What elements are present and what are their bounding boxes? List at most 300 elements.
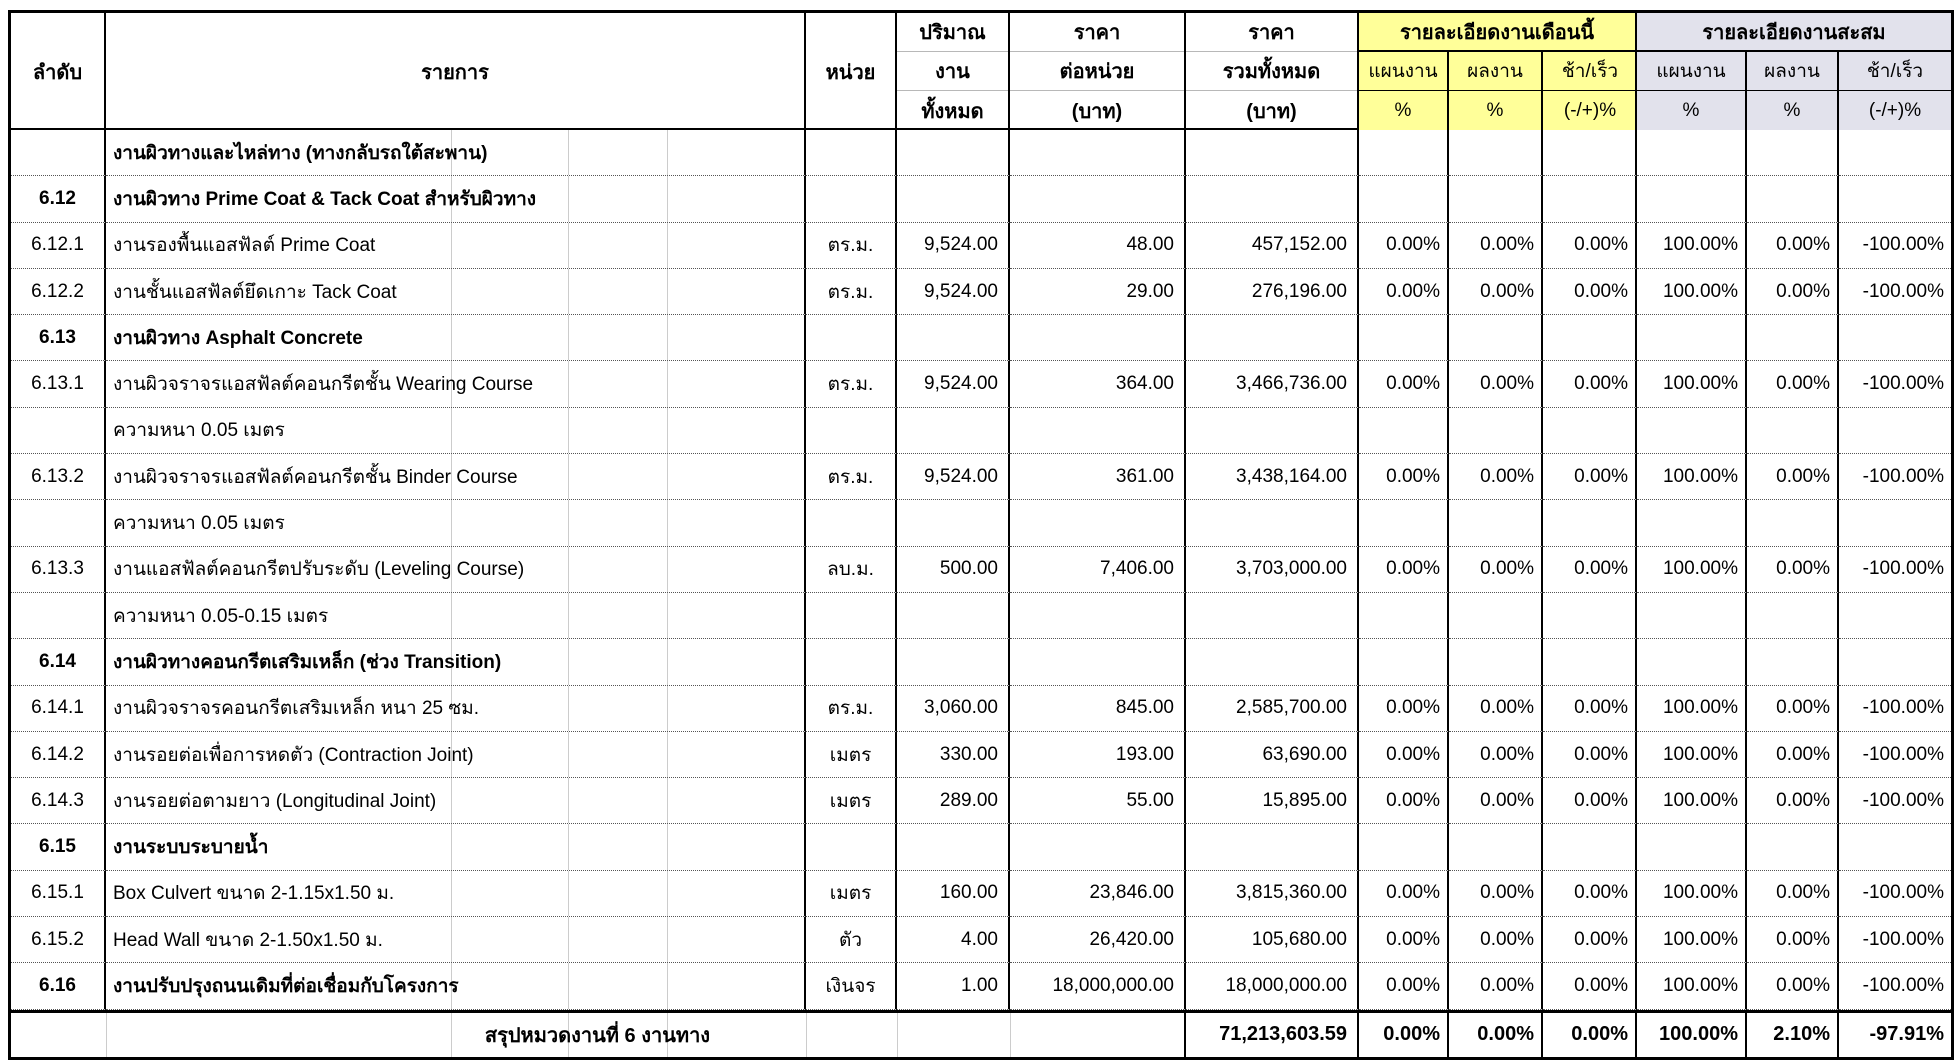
cell-month-actual: 0.00% — [1449, 547, 1543, 593]
header-qty-line2: งาน — [897, 52, 1008, 91]
cell-no: 6.13.2 — [11, 454, 106, 500]
header-unit-price-line1: ราคา — [1010, 13, 1184, 52]
header-total-price-line1: ราคา — [1186, 13, 1357, 52]
cell-cumulative-diff — [1839, 315, 1951, 361]
header-no: ลำดับ — [11, 13, 106, 130]
header-cumulative-plan-label: แผนงาน — [1637, 52, 1745, 91]
cell-unit: ตร.ม. — [806, 223, 897, 269]
cell-unit-price: 193.00 — [1010, 732, 1186, 778]
header-cumulative-actual-unit: % — [1783, 99, 1801, 121]
cell-cumulative-actual — [1747, 176, 1839, 222]
cell-cumulative-diff — [1839, 176, 1951, 222]
cell-total-price — [1186, 593, 1359, 639]
cell-cumulative-diff — [1839, 593, 1951, 639]
cell-item-text: ความหนา 0.05 เมตร — [113, 513, 285, 535]
cell-cumulative-actual: 0.00% — [1747, 917, 1839, 963]
cell-month-diff — [1543, 500, 1637, 546]
cell-cumulative-diff — [1839, 639, 1951, 685]
table-row — [11, 686, 1951, 732]
header-cumulative-diff-label: ช้า/เร็ว — [1839, 52, 1951, 91]
cell-total-price: 2,585,700.00 — [1186, 686, 1359, 732]
header-month-plan — [1359, 52, 1449, 130]
cell-cumulative-plan — [1637, 408, 1747, 454]
cell-item-text: งานรองพื้นแอสฟัลต์ Prime Coat — [113, 235, 376, 257]
cell-cumulative-plan: 100.00% — [1637, 269, 1747, 315]
cell-month-actual — [1449, 130, 1543, 176]
cell-quantity — [897, 176, 1010, 222]
table-header — [11, 13, 1951, 130]
cell-unit-price — [1010, 639, 1186, 685]
cell-no: 6.15 — [11, 824, 106, 870]
cell-cumulative-actual — [1747, 593, 1839, 639]
cell-unit — [806, 176, 897, 222]
cell-month-diff: 0.00% — [1543, 223, 1637, 269]
cell-month-plan: 0.00% — [1359, 963, 1449, 1009]
cell-cumulative-plan: 100.00% — [1637, 686, 1747, 732]
cell-total-price: 3,466,736.00 — [1186, 361, 1359, 407]
summary-label — [11, 1013, 1186, 1057]
cell-unit: ตร.ม. — [806, 269, 897, 315]
cell-month-diff: 0.00% — [1543, 871, 1637, 917]
cell-month-actual — [1449, 315, 1543, 361]
cell-no: 6.14 — [11, 639, 106, 685]
cell-cumulative-plan: 100.00% — [1637, 547, 1747, 593]
cell-no: 6.12 — [11, 176, 106, 222]
header-month-group — [1359, 13, 1637, 130]
cell-item — [106, 176, 806, 222]
cell-month-actual: 0.00% — [1449, 686, 1543, 732]
header-month-actual — [1449, 52, 1543, 130]
cell-month-actual: 0.00% — [1449, 917, 1543, 963]
cell-month-plan: 0.00% — [1359, 732, 1449, 778]
cell-total-price: 18,000,000.00 — [1186, 963, 1359, 1009]
cell-quantity: 4.00 — [897, 917, 1010, 963]
cell-unit: เมตร — [806, 778, 897, 824]
cell-item-text: งานผิวจราจรแอสฟัลต์คอนกรีตชั้น Binder Course — [113, 466, 518, 488]
header-month-diff-unit: (-/+)% — [1563, 99, 1617, 121]
cell-no: 6.14.3 — [11, 778, 106, 824]
cell-item — [106, 269, 806, 315]
cell-unit — [806, 593, 897, 639]
cell-unit-price: 364.00 — [1010, 361, 1186, 407]
cell-unit-price: 7,406.00 — [1010, 547, 1186, 593]
cell-cumulative-diff: -100.00% — [1839, 778, 1951, 824]
cell-cumulative-diff — [1839, 500, 1951, 546]
cell-unit — [806, 130, 897, 176]
cell-month-diff — [1543, 130, 1637, 176]
cell-item — [106, 547, 806, 593]
cell-item-text: ความหนา 0.05-0.15 เมตร — [113, 605, 329, 627]
cell-month-diff: 0.00% — [1543, 361, 1637, 407]
cell-unit — [806, 824, 897, 870]
cell-month-diff: 0.00% — [1543, 778, 1637, 824]
table-row — [11, 547, 1951, 593]
cell-month-plan: 0.00% — [1359, 778, 1449, 824]
header-month-title: รายละเอียดงานเดือนนี้ — [1359, 13, 1635, 52]
cell-quantity — [897, 639, 1010, 685]
cell-cumulative-actual: 0.00% — [1747, 454, 1839, 500]
cell-month-plan: 0.00% — [1359, 269, 1449, 315]
cell-unit — [806, 639, 897, 685]
cell-item-text: ความหนา 0.05 เมตร — [113, 420, 285, 442]
cell-month-plan — [1359, 176, 1449, 222]
cell-cumulative-actual: 0.00% — [1747, 732, 1839, 778]
cell-quantity — [897, 408, 1010, 454]
table-row — [11, 917, 1951, 963]
cell-unit — [806, 500, 897, 546]
cell-no — [11, 130, 106, 176]
header-cumulative-plan — [1637, 52, 1747, 130]
cell-unit-price — [1010, 824, 1186, 870]
cell-item — [106, 732, 806, 778]
table-row — [11, 176, 1951, 222]
summary-cumulative-diff: -97.91% — [1869, 1023, 1944, 1046]
cell-month-actual — [1449, 824, 1543, 870]
table-row — [11, 454, 1951, 500]
cell-month-actual: 0.00% — [1449, 871, 1543, 917]
cell-cumulative-actual — [1747, 500, 1839, 546]
table-row — [11, 361, 1951, 407]
header-total-price-line3: (บาท) — [1246, 100, 1297, 123]
cell-month-diff: 0.00% — [1543, 547, 1637, 593]
cell-quantity: 289.00 — [897, 778, 1010, 824]
header-month-plan-unit: % — [1394, 99, 1412, 121]
cell-month-plan — [1359, 500, 1449, 546]
cell-month-plan: 0.00% — [1359, 454, 1449, 500]
cell-item-text: งานรอยต่อเพื่อการหดตัว (Contraction Joint) — [113, 744, 474, 766]
summary-month-plan: 0.00% — [1359, 1013, 1449, 1057]
cell-item-text: งานผิวทาง Asphalt Concrete — [113, 327, 363, 349]
cell-unit-price: 48.00 — [1010, 223, 1186, 269]
cell-cumulative-diff: -100.00% — [1839, 223, 1951, 269]
cell-cumulative-diff: -100.00% — [1839, 963, 1951, 1009]
cell-total-price — [1186, 639, 1359, 685]
table-body — [11, 130, 1951, 1010]
cell-no: 6.13.3 — [11, 547, 106, 593]
cell-cumulative-plan: 100.00% — [1637, 917, 1747, 963]
cell-unit: เมตร — [806, 732, 897, 778]
cell-month-diff: 0.00% — [1543, 686, 1637, 732]
cell-no: 6.12.1 — [11, 223, 106, 269]
cell-quantity: 1.00 — [897, 963, 1010, 1009]
summary-cumulative-plan: 100.00% — [1637, 1013, 1747, 1057]
cell-unit-price: 29.00 — [1010, 269, 1186, 315]
header-month-diff-label: ช้า/เร็ว — [1543, 52, 1637, 91]
cell-cumulative-actual: 0.00% — [1747, 223, 1839, 269]
cell-cumulative-plan — [1637, 315, 1747, 361]
cell-item — [106, 315, 806, 361]
table-row — [11, 269, 1951, 315]
cell-unit: ตร.ม. — [806, 686, 897, 732]
cell-month-plan — [1359, 315, 1449, 361]
cell-quantity: 330.00 — [897, 732, 1010, 778]
cell-cumulative-plan: 100.00% — [1637, 361, 1747, 407]
cell-item — [106, 454, 806, 500]
cell-quantity: 3,060.00 — [897, 686, 1010, 732]
cell-item — [106, 686, 806, 732]
cell-month-actual: 0.00% — [1449, 269, 1543, 315]
cell-month-actual — [1449, 500, 1543, 546]
cell-month-actual: 0.00% — [1449, 963, 1543, 1009]
cell-total-price — [1186, 408, 1359, 454]
cell-month-diff — [1543, 176, 1637, 222]
cell-month-actual — [1449, 176, 1543, 222]
cell-cumulative-plan: 100.00% — [1637, 223, 1747, 269]
table-row — [11, 778, 1951, 824]
header-unit: หน่วย — [806, 13, 897, 130]
cell-cumulative-diff — [1839, 824, 1951, 870]
cell-unit-price — [1010, 408, 1186, 454]
cell-no: 6.15.2 — [11, 917, 106, 963]
table-row — [11, 130, 1951, 176]
cell-cumulative-plan — [1637, 824, 1747, 870]
cell-month-plan: 0.00% — [1359, 917, 1449, 963]
cell-quantity: 9,524.00 — [897, 269, 1010, 315]
table-row — [11, 500, 1951, 546]
cell-cumulative-plan — [1637, 130, 1747, 176]
cell-quantity — [897, 315, 1010, 361]
table-row — [11, 223, 1951, 269]
cell-cumulative-plan — [1637, 176, 1747, 222]
cell-item-text: Box Culvert ขนาด 2-1.15x1.50 ม. — [113, 883, 395, 905]
cell-cumulative-actual — [1747, 824, 1839, 870]
header-cumulative-plan-unit: % — [1682, 99, 1700, 121]
table-row — [11, 315, 1951, 361]
cell-cumulative-diff: -100.00% — [1839, 547, 1951, 593]
cell-month-diff — [1543, 315, 1637, 361]
header-month-diff — [1543, 52, 1637, 130]
header-total-price — [1186, 13, 1359, 130]
cell-no: 6.13 — [11, 315, 106, 361]
cell-unit-price: 18,000,000.00 — [1010, 963, 1186, 1009]
cell-month-plan — [1359, 408, 1449, 454]
summary-total: 71,213,603.59 — [1186, 1013, 1359, 1057]
cell-cumulative-plan — [1637, 500, 1747, 546]
cell-unit-price: 361.00 — [1010, 454, 1186, 500]
cell-no: 6.16 — [11, 963, 106, 1009]
header-unit-price — [1010, 13, 1186, 130]
cell-unit-price — [1010, 130, 1186, 176]
cell-item — [106, 593, 806, 639]
cell-item — [106, 223, 806, 269]
cell-no — [11, 593, 106, 639]
cell-unit-price: 26,420.00 — [1010, 917, 1186, 963]
cell-total-price — [1186, 824, 1359, 870]
cell-month-plan: 0.00% — [1359, 361, 1449, 407]
cell-unit-price — [1010, 176, 1186, 222]
header-total-price-line2: รวมทั้งหมด — [1186, 52, 1357, 91]
cell-quantity — [897, 500, 1010, 546]
cell-unit: เมตร — [806, 871, 897, 917]
summary-cumulative-actual: 2.10% — [1747, 1013, 1839, 1057]
cell-month-actual — [1449, 408, 1543, 454]
table-row — [11, 824, 1951, 870]
cell-no: 6.15.1 — [11, 871, 106, 917]
cell-unit-price: 23,846.00 — [1010, 871, 1186, 917]
cell-item — [106, 130, 806, 176]
cell-item-text: งานรอยต่อตามยาว (Longitudinal Joint) — [113, 790, 437, 812]
cell-item-text: Head Wall ขนาด 2-1.50x1.50 ม. — [113, 929, 383, 951]
boq-progress-table — [8, 10, 1954, 1060]
cell-unit-price — [1010, 500, 1186, 546]
header-cumulative-title: รายละเอียดงานสะสม — [1637, 13, 1951, 52]
cell-cumulative-diff — [1839, 408, 1951, 454]
cell-item-text: งานระบบระบายน้ำ — [113, 837, 269, 859]
cell-cumulative-actual: 0.00% — [1747, 361, 1839, 407]
cell-cumulative-diff: -100.00% — [1839, 871, 1951, 917]
cell-month-diff — [1543, 824, 1637, 870]
cell-total-price — [1186, 315, 1359, 361]
summary-label-text: สรุปหมวดงานที่ 6 งานทาง — [484, 1024, 711, 1047]
cell-no — [11, 500, 106, 546]
cell-month-actual: 0.00% — [1449, 223, 1543, 269]
table-row — [11, 639, 1951, 685]
cell-quantity: 160.00 — [897, 871, 1010, 917]
cell-item-text: งานผิวทางและไหล่ทาง (ทางกลับรถใต้สะพาน) — [113, 142, 488, 164]
cell-total-price: 3,815,360.00 — [1186, 871, 1359, 917]
cell-quantity: 500.00 — [897, 547, 1010, 593]
cell-month-diff: 0.00% — [1543, 963, 1637, 1009]
cell-cumulative-plan: 100.00% — [1637, 871, 1747, 917]
cell-cumulative-diff: -100.00% — [1839, 361, 1951, 407]
cell-quantity: 9,524.00 — [897, 454, 1010, 500]
summary-month-actual: 0.00% — [1449, 1013, 1543, 1057]
cell-cumulative-actual: 0.00% — [1747, 871, 1839, 917]
cell-total-price — [1186, 130, 1359, 176]
cell-cumulative-actual: 0.00% — [1747, 547, 1839, 593]
cell-cumulative-actual — [1747, 130, 1839, 176]
header-unit-price-line3: (บาท) — [1071, 100, 1123, 123]
table-row — [11, 871, 1951, 917]
cell-cumulative-plan: 100.00% — [1637, 454, 1747, 500]
cell-cumulative-plan: 100.00% — [1637, 732, 1747, 778]
cell-item — [106, 824, 806, 870]
header-qty-line3: ทั้งหมด — [921, 100, 984, 123]
cell-cumulative-actual: 0.00% — [1747, 963, 1839, 1009]
cell-item — [106, 408, 806, 454]
cell-cumulative-actual — [1747, 639, 1839, 685]
cell-unit-price: 845.00 — [1010, 686, 1186, 732]
cell-total-price: 105,680.00 — [1186, 917, 1359, 963]
summary-month-diff: 0.00% — [1543, 1013, 1637, 1057]
cell-month-actual: 0.00% — [1449, 454, 1543, 500]
cell-no — [11, 408, 106, 454]
cell-month-plan: 0.00% — [1359, 686, 1449, 732]
cell-month-plan — [1359, 593, 1449, 639]
cell-month-plan — [1359, 130, 1449, 176]
cell-month-actual: 0.00% — [1449, 732, 1543, 778]
header-month-actual-label: ผลงาน — [1449, 52, 1541, 91]
table-row — [11, 732, 1951, 778]
header-month-actual-unit: % — [1486, 99, 1504, 121]
cell-item — [106, 871, 806, 917]
cell-no: 6.14.2 — [11, 732, 106, 778]
cell-cumulative-actual: 0.00% — [1747, 686, 1839, 732]
cell-cumulative-actual — [1747, 408, 1839, 454]
table-row — [11, 408, 1951, 454]
cell-unit: ลบ.ม. — [806, 547, 897, 593]
cell-quantity — [897, 824, 1010, 870]
cell-unit: เงินจร — [806, 963, 897, 1009]
cell-unit: ตัว — [806, 917, 897, 963]
cell-month-plan: 0.00% — [1359, 223, 1449, 269]
cell-month-diff: 0.00% — [1543, 269, 1637, 315]
cell-month-actual: 0.00% — [1449, 778, 1543, 824]
cell-item — [106, 778, 806, 824]
cell-total-price: 15,895.00 — [1186, 778, 1359, 824]
cell-item — [106, 963, 806, 1009]
cell-item — [106, 361, 806, 407]
cell-month-actual — [1449, 639, 1543, 685]
header-cumulative-diff-unit: (-/+)% — [1868, 99, 1922, 121]
cell-unit: ตร.ม. — [806, 454, 897, 500]
cell-item-text: งานผิวจราจรคอนกรีตเสริมเหล็ก หนา 25 ซม. — [113, 698, 480, 720]
cell-item — [106, 917, 806, 963]
cell-no: 6.14.1 — [11, 686, 106, 732]
cell-no: 6.13.1 — [11, 361, 106, 407]
cell-item-text: งานผิวจราจรแอสฟัลต์คอนกรีตชั้น Wearing Course — [113, 374, 534, 396]
cell-month-diff — [1543, 408, 1637, 454]
cell-cumulative-actual: 0.00% — [1747, 269, 1839, 315]
cell-item — [106, 639, 806, 685]
cell-cumulative-diff: -100.00% — [1839, 454, 1951, 500]
cell-cumulative-diff: -100.00% — [1839, 732, 1951, 778]
cell-item-text: งานชั้นแอสฟัลต์ยึดเกาะ Tack Coat — [113, 281, 397, 303]
header-item: รายการ — [106, 13, 806, 130]
cell-month-actual — [1449, 593, 1543, 639]
header-cumulative-actual — [1747, 52, 1839, 130]
cell-unit-price — [1010, 315, 1186, 361]
cell-month-diff: 0.00% — [1543, 917, 1637, 963]
cell-month-diff: 0.00% — [1543, 454, 1637, 500]
cell-month-plan — [1359, 639, 1449, 685]
header-cumulative-diff — [1839, 52, 1951, 130]
header-cumulative-group — [1637, 13, 1951, 130]
cell-unit-price — [1010, 593, 1186, 639]
cell-total-price: 276,196.00 — [1186, 269, 1359, 315]
cell-quantity: 9,524.00 — [897, 361, 1010, 407]
cell-month-diff — [1543, 639, 1637, 685]
cell-cumulative-actual: 0.00% — [1747, 778, 1839, 824]
header-unit-price-line2: ต่อหน่วย — [1010, 52, 1184, 91]
cell-cumulative-plan — [1637, 593, 1747, 639]
header-qty — [897, 13, 1010, 130]
cell-no: 6.12.2 — [11, 269, 106, 315]
cell-unit — [806, 408, 897, 454]
table-row — [11, 963, 1951, 1009]
cell-total-price: 457,152.00 — [1186, 223, 1359, 269]
table-row — [11, 593, 1951, 639]
cell-total-price — [1186, 176, 1359, 222]
cell-cumulative-diff — [1839, 130, 1951, 176]
cell-unit-price: 55.00 — [1010, 778, 1186, 824]
summary-row — [11, 1010, 1951, 1057]
cell-cumulative-diff: -100.00% — [1839, 269, 1951, 315]
cell-month-plan: 0.00% — [1359, 547, 1449, 593]
cell-cumulative-plan: 100.00% — [1637, 963, 1747, 1009]
cell-month-plan — [1359, 824, 1449, 870]
cell-month-diff: 0.00% — [1543, 732, 1637, 778]
cell-item-text: งานปรับปรุงถนนเดิมที่ต่อเชื่อมกับโครงการ — [113, 975, 459, 997]
cell-item-text: งานผิวทางคอนกรีตเสริมเหล็ก (ช่วง Transition) — [113, 651, 502, 673]
cell-unit — [806, 315, 897, 361]
cell-unit: ตร.ม. — [806, 361, 897, 407]
cell-item-text: งานแอสฟัลต์คอนกรีตปรับระดับ (Leveling Course) — [113, 559, 525, 581]
cell-total-price: 3,703,000.00 — [1186, 547, 1359, 593]
header-month-plan-label: แผนงาน — [1359, 52, 1447, 91]
cell-total-price: 3,438,164.00 — [1186, 454, 1359, 500]
cell-quantity: 9,524.00 — [897, 223, 1010, 269]
